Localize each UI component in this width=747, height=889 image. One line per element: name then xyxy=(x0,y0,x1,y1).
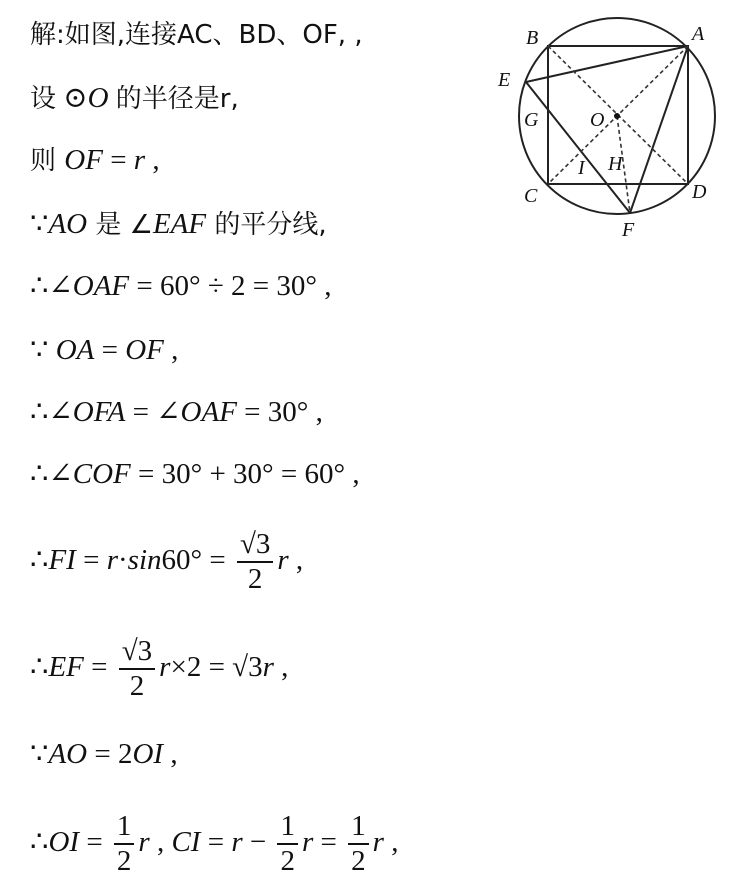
line-9-eq: = xyxy=(75,544,107,576)
line-12-num-1: 1 xyxy=(114,810,135,845)
line-3-eq: = xyxy=(102,144,134,176)
line-9-angle: 60° = xyxy=(161,544,233,576)
line-5-oaf: OAF xyxy=(72,270,130,302)
line-9-r2: r xyxy=(277,544,289,576)
line-12-sep: , xyxy=(149,826,172,858)
line-9-numerator: √3 xyxy=(237,528,273,563)
line-10-numerator: √3 xyxy=(119,635,155,670)
line-10-ef: EF xyxy=(48,651,84,683)
line-10-therefore: ∴ xyxy=(30,651,49,683)
line-12-therefore: ∴ xyxy=(30,826,49,858)
segment-ae xyxy=(526,46,688,82)
label-e: E xyxy=(498,69,511,91)
line-9-therefore: ∴ xyxy=(30,544,49,576)
solution-line-8 xyxy=(30,460,360,489)
line-7-eq: = ∠ xyxy=(125,396,181,428)
solution-line-7 xyxy=(30,398,323,427)
line-5-therefore: ∴∠ xyxy=(30,270,73,302)
line-8-cof: COF xyxy=(72,458,131,490)
solution-line-9 xyxy=(30,528,303,597)
line-3-end: , xyxy=(145,144,160,176)
line-3-of: OF xyxy=(64,144,103,176)
line-12-den-1: 2 xyxy=(116,845,132,878)
label-d: D xyxy=(692,181,707,203)
line-12-oi: OI xyxy=(48,826,80,858)
line-10-end: , xyxy=(273,651,289,683)
geometry-figure xyxy=(490,10,730,240)
line-7-oaf: OAF xyxy=(180,396,237,428)
label-c: C xyxy=(524,185,538,207)
label-h: H xyxy=(608,153,623,175)
line-12-r2: r xyxy=(231,826,243,858)
line-6-end: , xyxy=(163,334,179,366)
line-11-ao: AO xyxy=(48,738,88,770)
line-10-r: r xyxy=(159,651,171,683)
line-10-r2: r xyxy=(262,651,274,683)
line-12-eq3: = xyxy=(313,826,345,858)
line-11-oi: OI xyxy=(132,738,164,770)
label-o: O xyxy=(590,109,605,131)
line-6-oa: OA xyxy=(55,334,95,366)
line-10-times: ×2 = √3 xyxy=(170,651,263,683)
line-10-eq: = xyxy=(83,651,115,683)
line-2-suffix: 的半径是r, xyxy=(115,84,239,114)
line-9-end: , xyxy=(288,544,304,576)
line-5-rest: = 60° ÷ 2 = 30° , xyxy=(129,270,332,302)
line-9-fi: FI xyxy=(48,544,76,576)
line-6-eq: = xyxy=(94,334,126,366)
solution-line-5 xyxy=(30,272,331,301)
line-12-den-3: 2 xyxy=(351,845,366,878)
solution-line-2 xyxy=(30,84,239,113)
line-11-because: ∵ xyxy=(30,738,49,770)
label-g: G xyxy=(524,109,539,131)
line-9-denominator: 2 xyxy=(247,563,263,596)
circle-dot-symbol: ⊙ xyxy=(63,82,88,114)
line-4-eaf: EAF xyxy=(152,208,207,240)
line-6-because: ∵ xyxy=(30,334,56,366)
label-f: F xyxy=(622,219,635,240)
line-4-ao: AO xyxy=(48,208,88,240)
line-9-dot: · xyxy=(117,544,128,576)
line-8-therefore: ∴∠ xyxy=(30,458,73,490)
line-12-r3: r xyxy=(301,826,314,858)
line-12-minus: − xyxy=(242,826,274,858)
line-9-fraction xyxy=(237,528,273,597)
segment-ef xyxy=(526,82,630,213)
line-12-r1: r xyxy=(138,826,150,858)
solution-line-6 xyxy=(30,336,178,365)
line-12-num-3: 1 xyxy=(348,810,369,845)
solution-line-12 xyxy=(30,810,398,879)
label-a: A xyxy=(692,23,705,45)
label-i: I xyxy=(578,157,585,179)
label-b: B xyxy=(526,27,539,49)
solution-line-4 xyxy=(30,210,327,239)
line-7-rest: = 30° , xyxy=(236,396,323,428)
line-10-fraction xyxy=(119,635,155,704)
solution-line-1 xyxy=(30,22,363,48)
line-12-eq2: = xyxy=(200,826,232,858)
line-8-rest: = 30° + 30° = 60° , xyxy=(130,458,360,490)
line-4-because: ∵ xyxy=(30,208,49,240)
solution-line-10 xyxy=(30,635,288,704)
line-3-r: r xyxy=(133,144,146,176)
line-9-sin: sin xyxy=(127,544,162,576)
line-7-therefore: ∴∠ xyxy=(30,396,73,428)
line-12-fraction-2 xyxy=(277,810,298,879)
line-12-eq1: = xyxy=(79,826,110,858)
line-12-num-2: 1 xyxy=(277,810,298,845)
line-10-denominator: 2 xyxy=(129,670,145,703)
line-12-end: , xyxy=(383,826,399,858)
line-12-den-2: 2 xyxy=(280,845,295,878)
segment-af xyxy=(630,46,688,213)
line-1-text: 解:如图,连接AC、BD、OF, , xyxy=(30,20,363,50)
line-6-of: OF xyxy=(125,334,164,366)
center-point-o xyxy=(614,113,620,119)
solution-line-11 xyxy=(30,740,178,769)
line-9-r: r xyxy=(106,544,118,576)
solution-line-3 xyxy=(30,146,160,175)
line-2-prefix: 设 xyxy=(30,84,57,114)
line-12-fraction-3 xyxy=(348,810,369,879)
line-4-is: 是 ∠ xyxy=(87,210,153,240)
line-4-bisector: 的平分线, xyxy=(206,210,327,240)
line-11-eq: = 2 xyxy=(87,738,133,770)
line-12-ci: CI xyxy=(171,826,201,858)
line-2-var-o: O xyxy=(87,82,109,114)
line-3-prefix: 则 xyxy=(30,146,65,176)
line-7-ofa: OFA xyxy=(72,396,126,428)
line-11-end: , xyxy=(163,738,178,770)
line-12-fraction-1 xyxy=(114,810,135,879)
line-12-r4: r xyxy=(372,826,384,858)
